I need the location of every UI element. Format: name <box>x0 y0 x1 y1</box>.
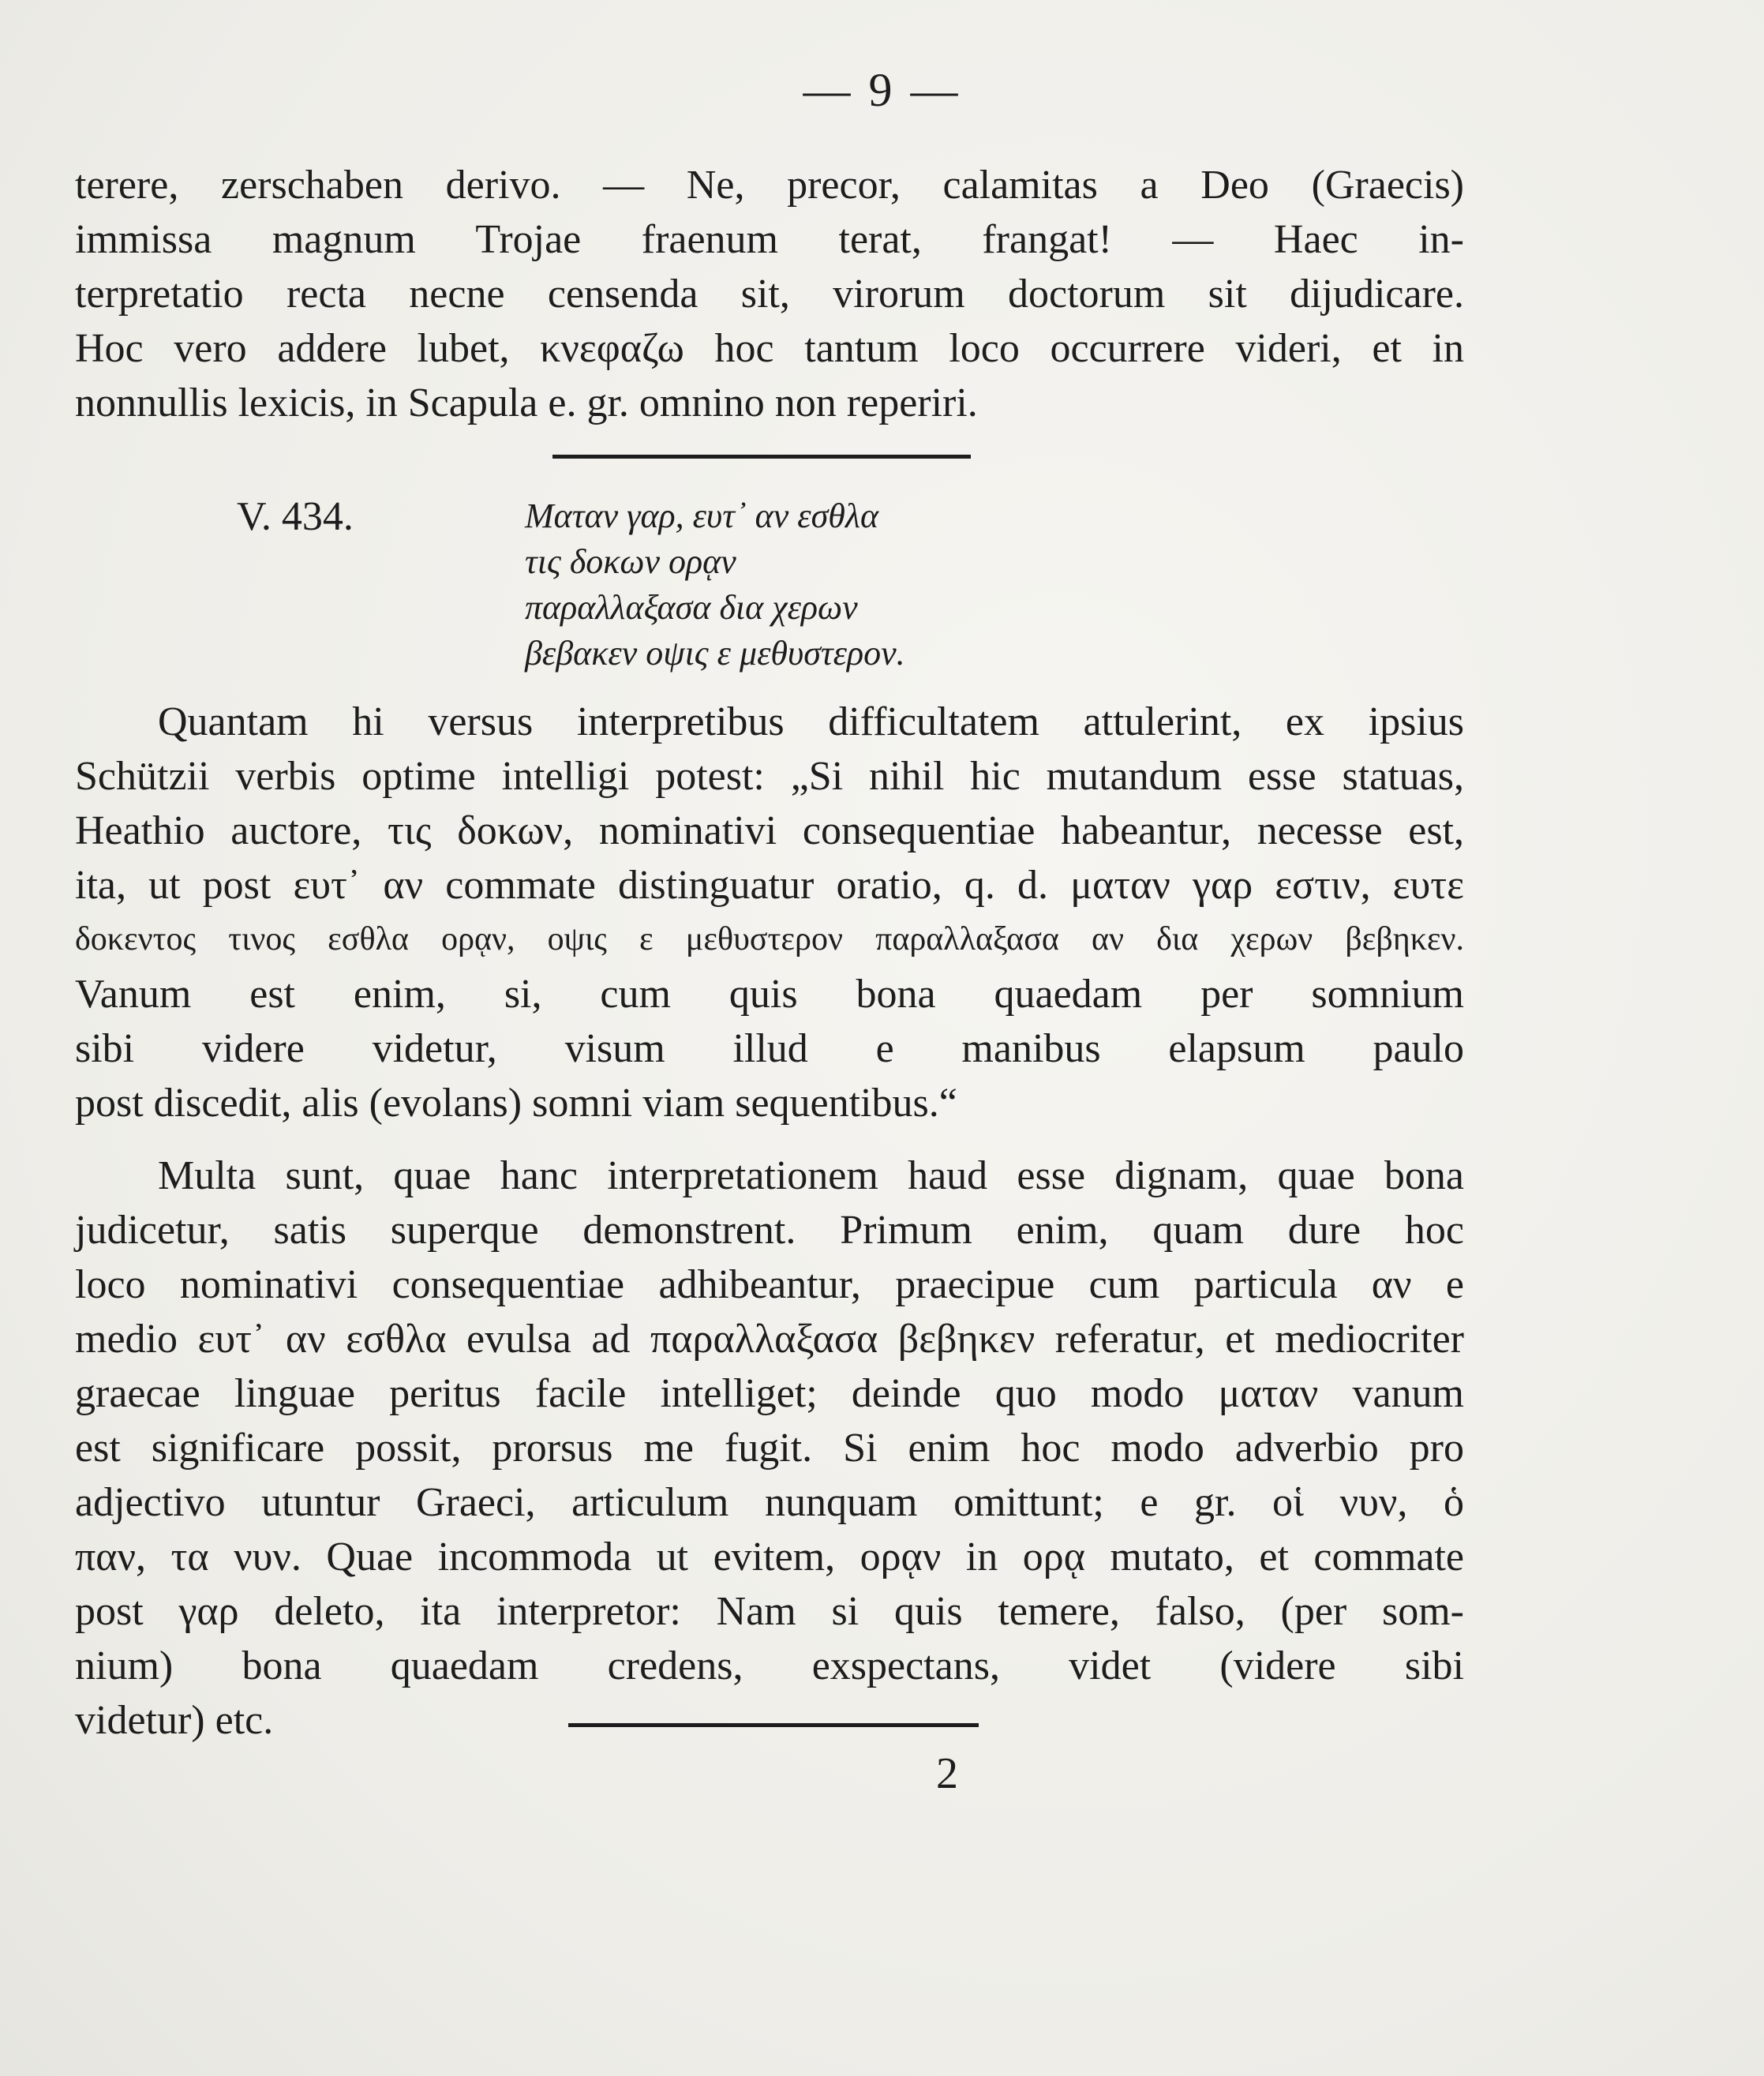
text-line: judicetur, satis superque demonstrent. Primum enim, quam dure hoc <box>75 1208 1464 1253</box>
text-line: Vanum est enim, si, cum quis bona quaedam per somnium <box>75 972 1464 1017</box>
text-line: nium) bona quaedam credens, exspectans, videt (videre sibi <box>75 1643 1464 1688</box>
paragraph-3 <box>75 1149 1464 1748</box>
text-line: immissa magnum Trojae fraenum terat, frangat! — Haec in- <box>75 217 1464 262</box>
text-line: terpretatio recta necne censenda sit, virorum doctorum sit dijudicare. <box>75 272 1464 317</box>
verse-reference: V. 434. <box>237 494 354 539</box>
text-line: post γαρ deleto, ita interpretor: Nam si quis temere, falso, (per som- <box>75 1589 1464 1634</box>
text-line: Heathio auctore, τις δοκων, nominativi consequentiae habeantur, necesse est, <box>75 808 1464 853</box>
text-line: sibi videre videtur, visum illud e manibus elapsum paulo <box>75 1026 1464 1071</box>
text-line: est significare possit, prorsus me fugit. Si enim hoc modo adverbio pro <box>75 1426 1464 1471</box>
text-line: Hoc vero addere lubet, κνεφαζω hoc tantum loco occurrere videri, et in <box>75 326 1464 371</box>
verse-line: τις δοκων ορᾳν <box>525 542 736 581</box>
page-number: — 9 — <box>803 64 961 116</box>
verse-line: βεβακεν οψις ε μεθυστερον. <box>525 634 905 673</box>
text-line: loco nominativi consequentiae adhibeantur, praecipue cum particula αν e <box>75 1262 1464 1307</box>
text-line: adjectivo utuntur Graeci, articulum nunquam omittunt; e gr. οἱ νυν, ὁ <box>75 1480 1464 1525</box>
paragraph-2 <box>75 695 1464 1130</box>
text-line: medio ευτ᾽ αν εσθλα evulsa ad παραλλαξασα βεβηκεν referatur, et mediocriter <box>75 1317 1464 1362</box>
paragraph-1 <box>75 158 1464 430</box>
text-line: ita, ut post ευτ᾽ αν commate distinguatur oratio, q. d. ματαν γαρ εστιν, ευτε <box>75 863 1464 908</box>
section-divider <box>552 455 971 459</box>
text-line: Schützii verbis optime intelligi potest: „Si nihil hic mutandum esse statuas, <box>75 754 1464 799</box>
text-line: δοκεντος τινος εσθλα ορᾳν, οψις ε μεθυστερον παραλλαξασα αν δια χερων βεβηκεν. <box>75 921 1464 957</box>
text-line: videtur) etc. <box>75 1698 274 1743</box>
verse-line: παραλλαξασα δια χερων <box>525 588 858 627</box>
signature-mark: 2 <box>936 1749 958 1798</box>
greek-verse <box>525 493 905 676</box>
verse-line: Ματαν γαρ, ευτ᾽ αν εσθλα <box>525 497 879 535</box>
text-line: Multa sunt, quae hanc interpretationem haud esse dignam, quae bona <box>158 1153 1464 1198</box>
text-line: graecae linguae peritus facile intelliget; deinde quo modo ματαν vanum <box>75 1371 1464 1416</box>
end-divider <box>568 1723 979 1727</box>
text-line: terere, zerschaben derivo. — Ne, precor, calamitas a Deo (Graecis) <box>75 163 1464 208</box>
text-line: post discedit, alis (evolans) somni viam sequentibus.“ <box>75 1081 957 1126</box>
text-line: παν, τα νυν. Quae incommoda ut evitem, ορᾳν in ορᾳ mutato, et commate <box>75 1535 1464 1579</box>
text-line: nonnullis lexicis, in Scapula e. gr. omnino non reperiri. <box>75 380 978 425</box>
text-line: Quantam hi versus interpretibus difficultatem attulerint, ex ipsius <box>158 699 1464 744</box>
